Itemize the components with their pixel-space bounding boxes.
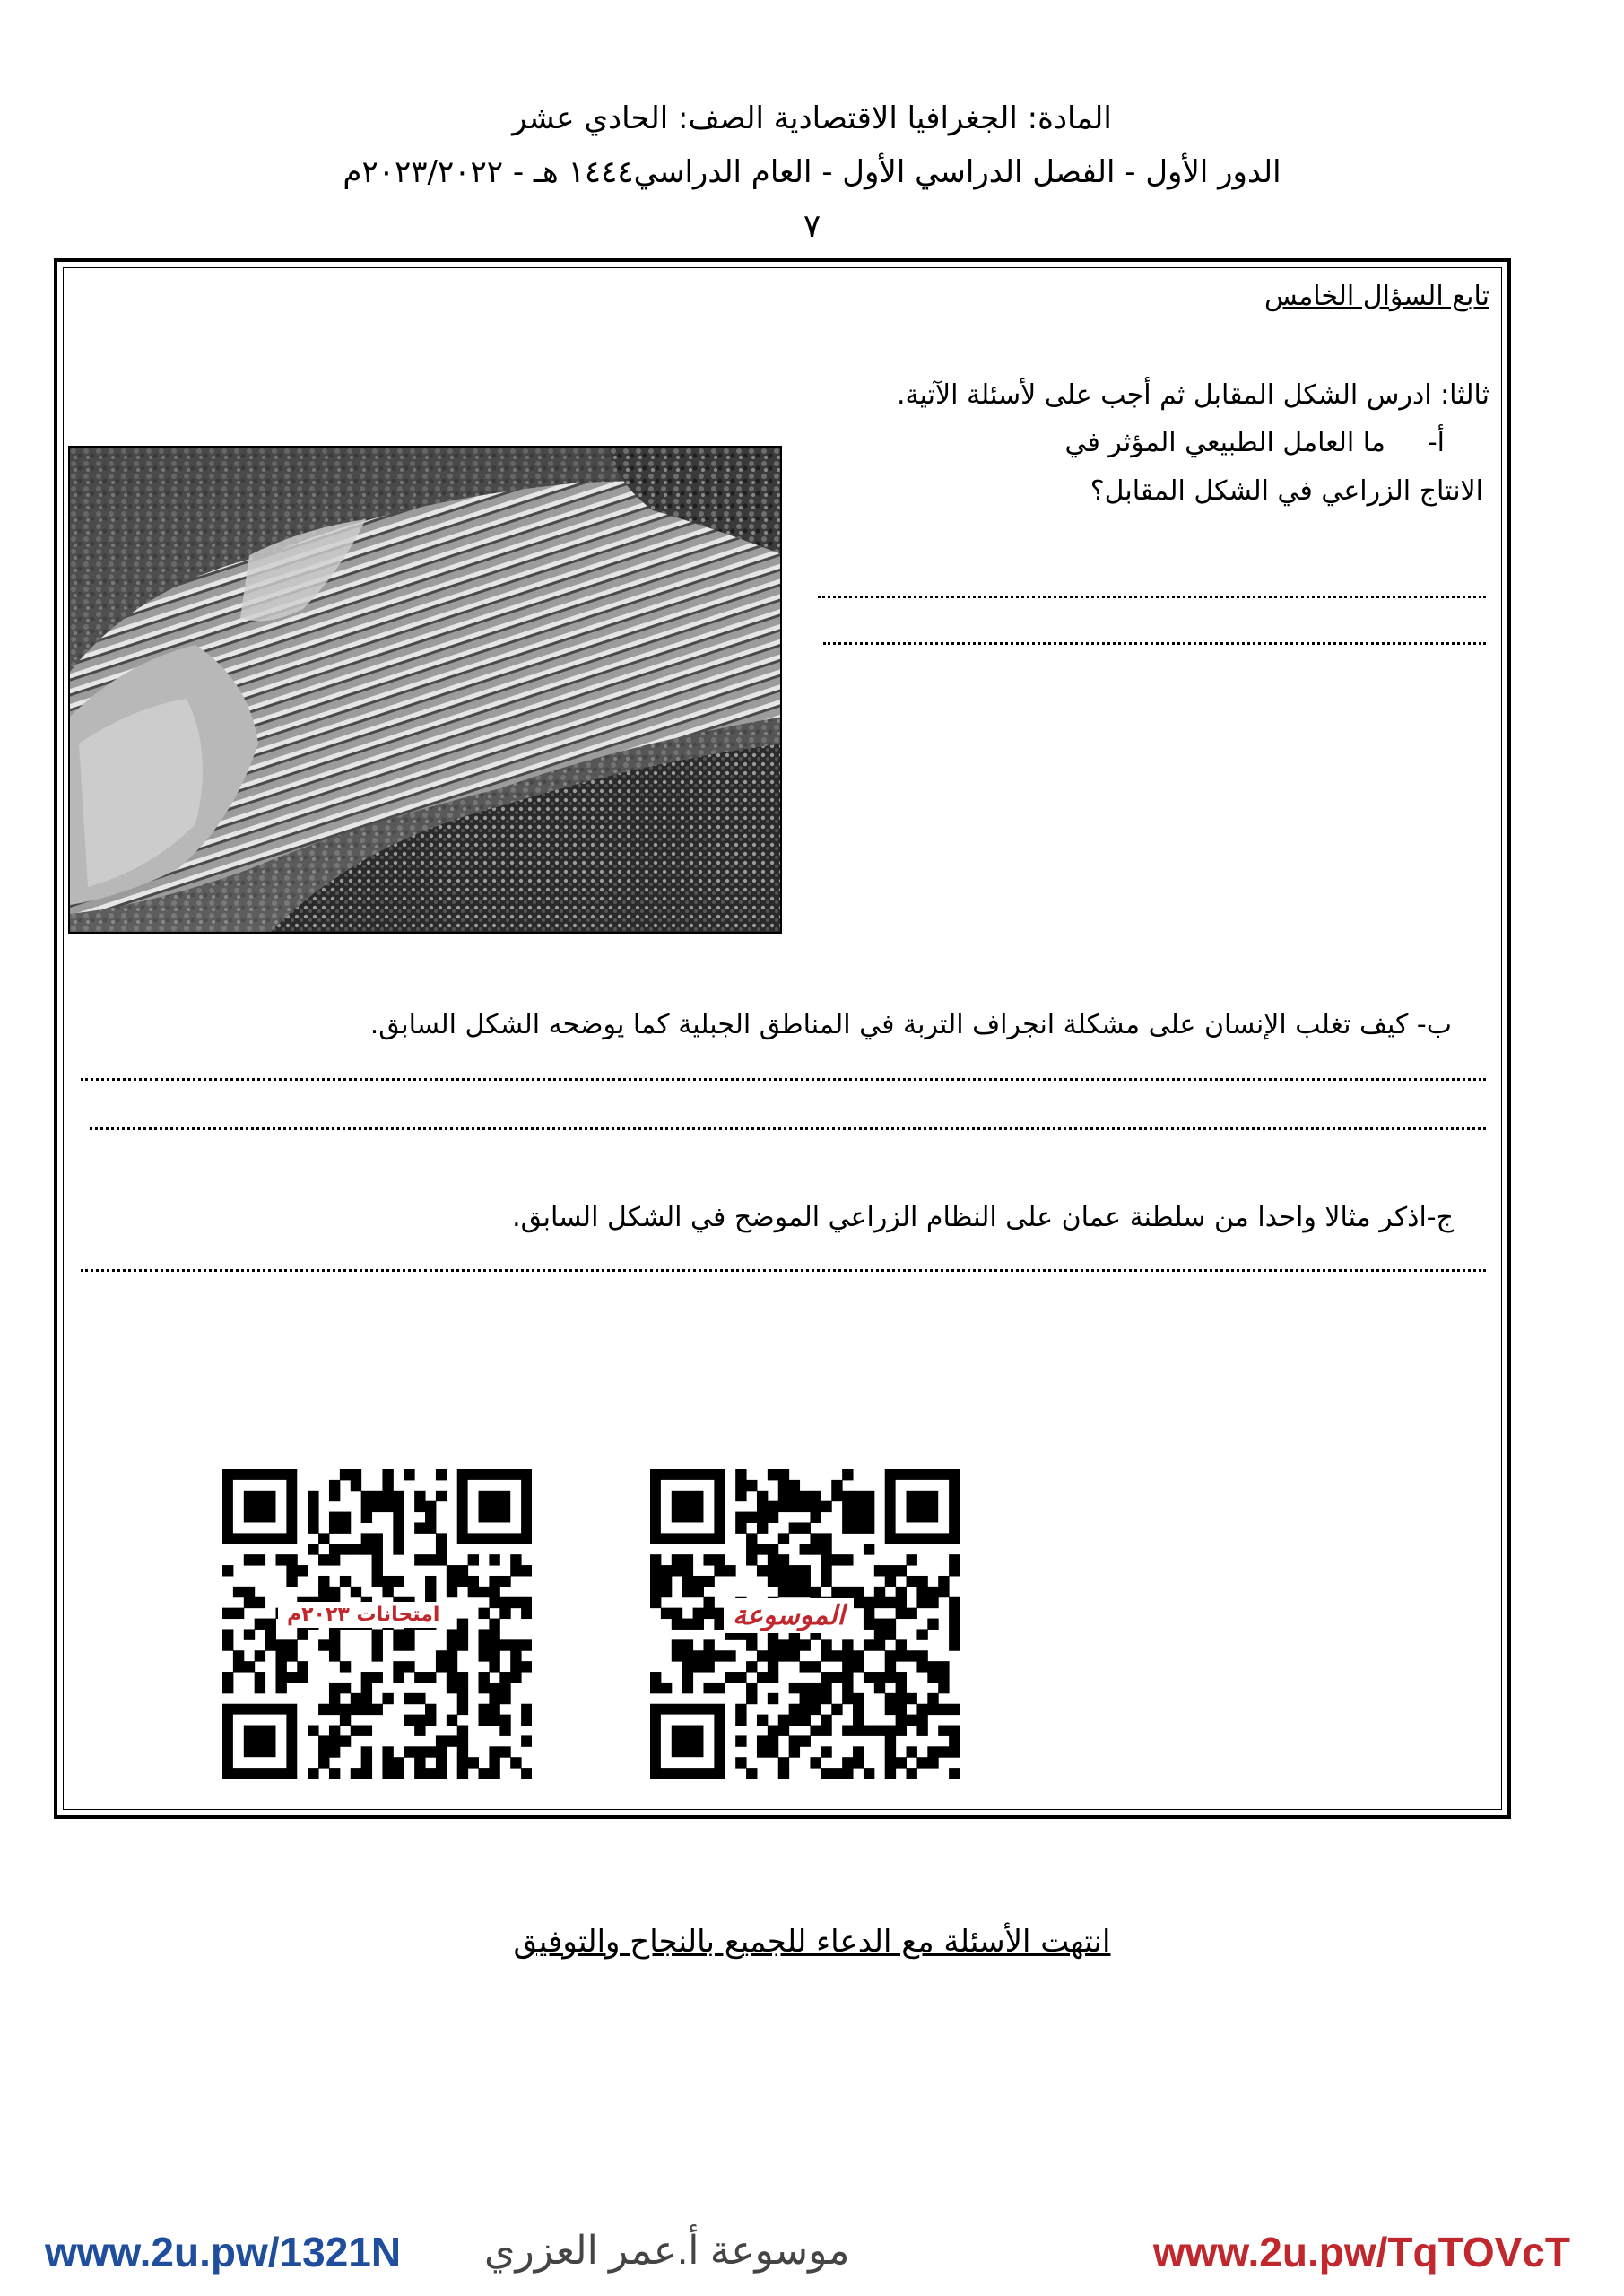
- qr-label-exams: امتحانات ٢٠٢٣م: [278, 1602, 448, 1628]
- part-a-line2: الانتاج الزراعي في الشكل المقابل؟: [1090, 475, 1483, 507]
- qr-label-encyclopedia: الموسوعة: [724, 1598, 854, 1633]
- question-title: تابع السؤال الخامس: [1264, 281, 1489, 312]
- header-term-year: الدور الأول - الفصل الدراسي الأول - العام الدراسي١٤٤٤ هـ - ٢٠٢٣/٢٠٢٢م: [343, 154, 1281, 190]
- terrace-photo-image: [70, 448, 782, 934]
- part-a-prefix: أ-: [1427, 427, 1445, 458]
- page-number: ٧: [803, 208, 821, 245]
- question-intro: ثالثا: ادرس الشكل المقابل ثم أجب على لأسئلة الآتية.: [896, 379, 1489, 411]
- part-c: ج-اذكر مثالا واحدا من سلطنة عمان على النظام الزراعي الموضح في الشكل السابق.: [512, 1202, 1454, 1233]
- part-b: ب- كيف تغلب الإنسان على مشكلة انجراف التربة في المناطق الجبلية كما يوضحه الشكل السابق.: [369, 1009, 1452, 1040]
- qr-code-exams[interactable]: [222, 1469, 532, 1779]
- bottom-left-url[interactable]: www.2u.pw/1321N: [45, 2229, 402, 2275]
- qr-code-encyclopedia[interactable]: [650, 1469, 960, 1779]
- header-subject-grade: المادة: الجغرافيا الاقتصادية الصف: الحادي عشر: [512, 100, 1112, 136]
- bottom-center-credit: موسوعة أ.عمر العزري: [484, 2229, 850, 2273]
- answer-line-a2[interactable]: [823, 642, 1486, 645]
- answer-line-b1[interactable]: [81, 1078, 1486, 1081]
- answer-line-c1[interactable]: [81, 1269, 1486, 1272]
- bottom-right-url[interactable]: www.2u.pw/TqTOVcT: [1152, 2229, 1570, 2275]
- part-a-line1: ما العامل الطبيعي المؤثر في: [1064, 427, 1385, 458]
- closing-message: انتهت الأسئلة مع الدعاء للجميع بالنجاح والتوفيق: [513, 1924, 1111, 1960]
- answer-line-a1[interactable]: [818, 596, 1486, 598]
- answer-line-b2[interactable]: [90, 1127, 1486, 1130]
- terrace-photo: [68, 446, 782, 934]
